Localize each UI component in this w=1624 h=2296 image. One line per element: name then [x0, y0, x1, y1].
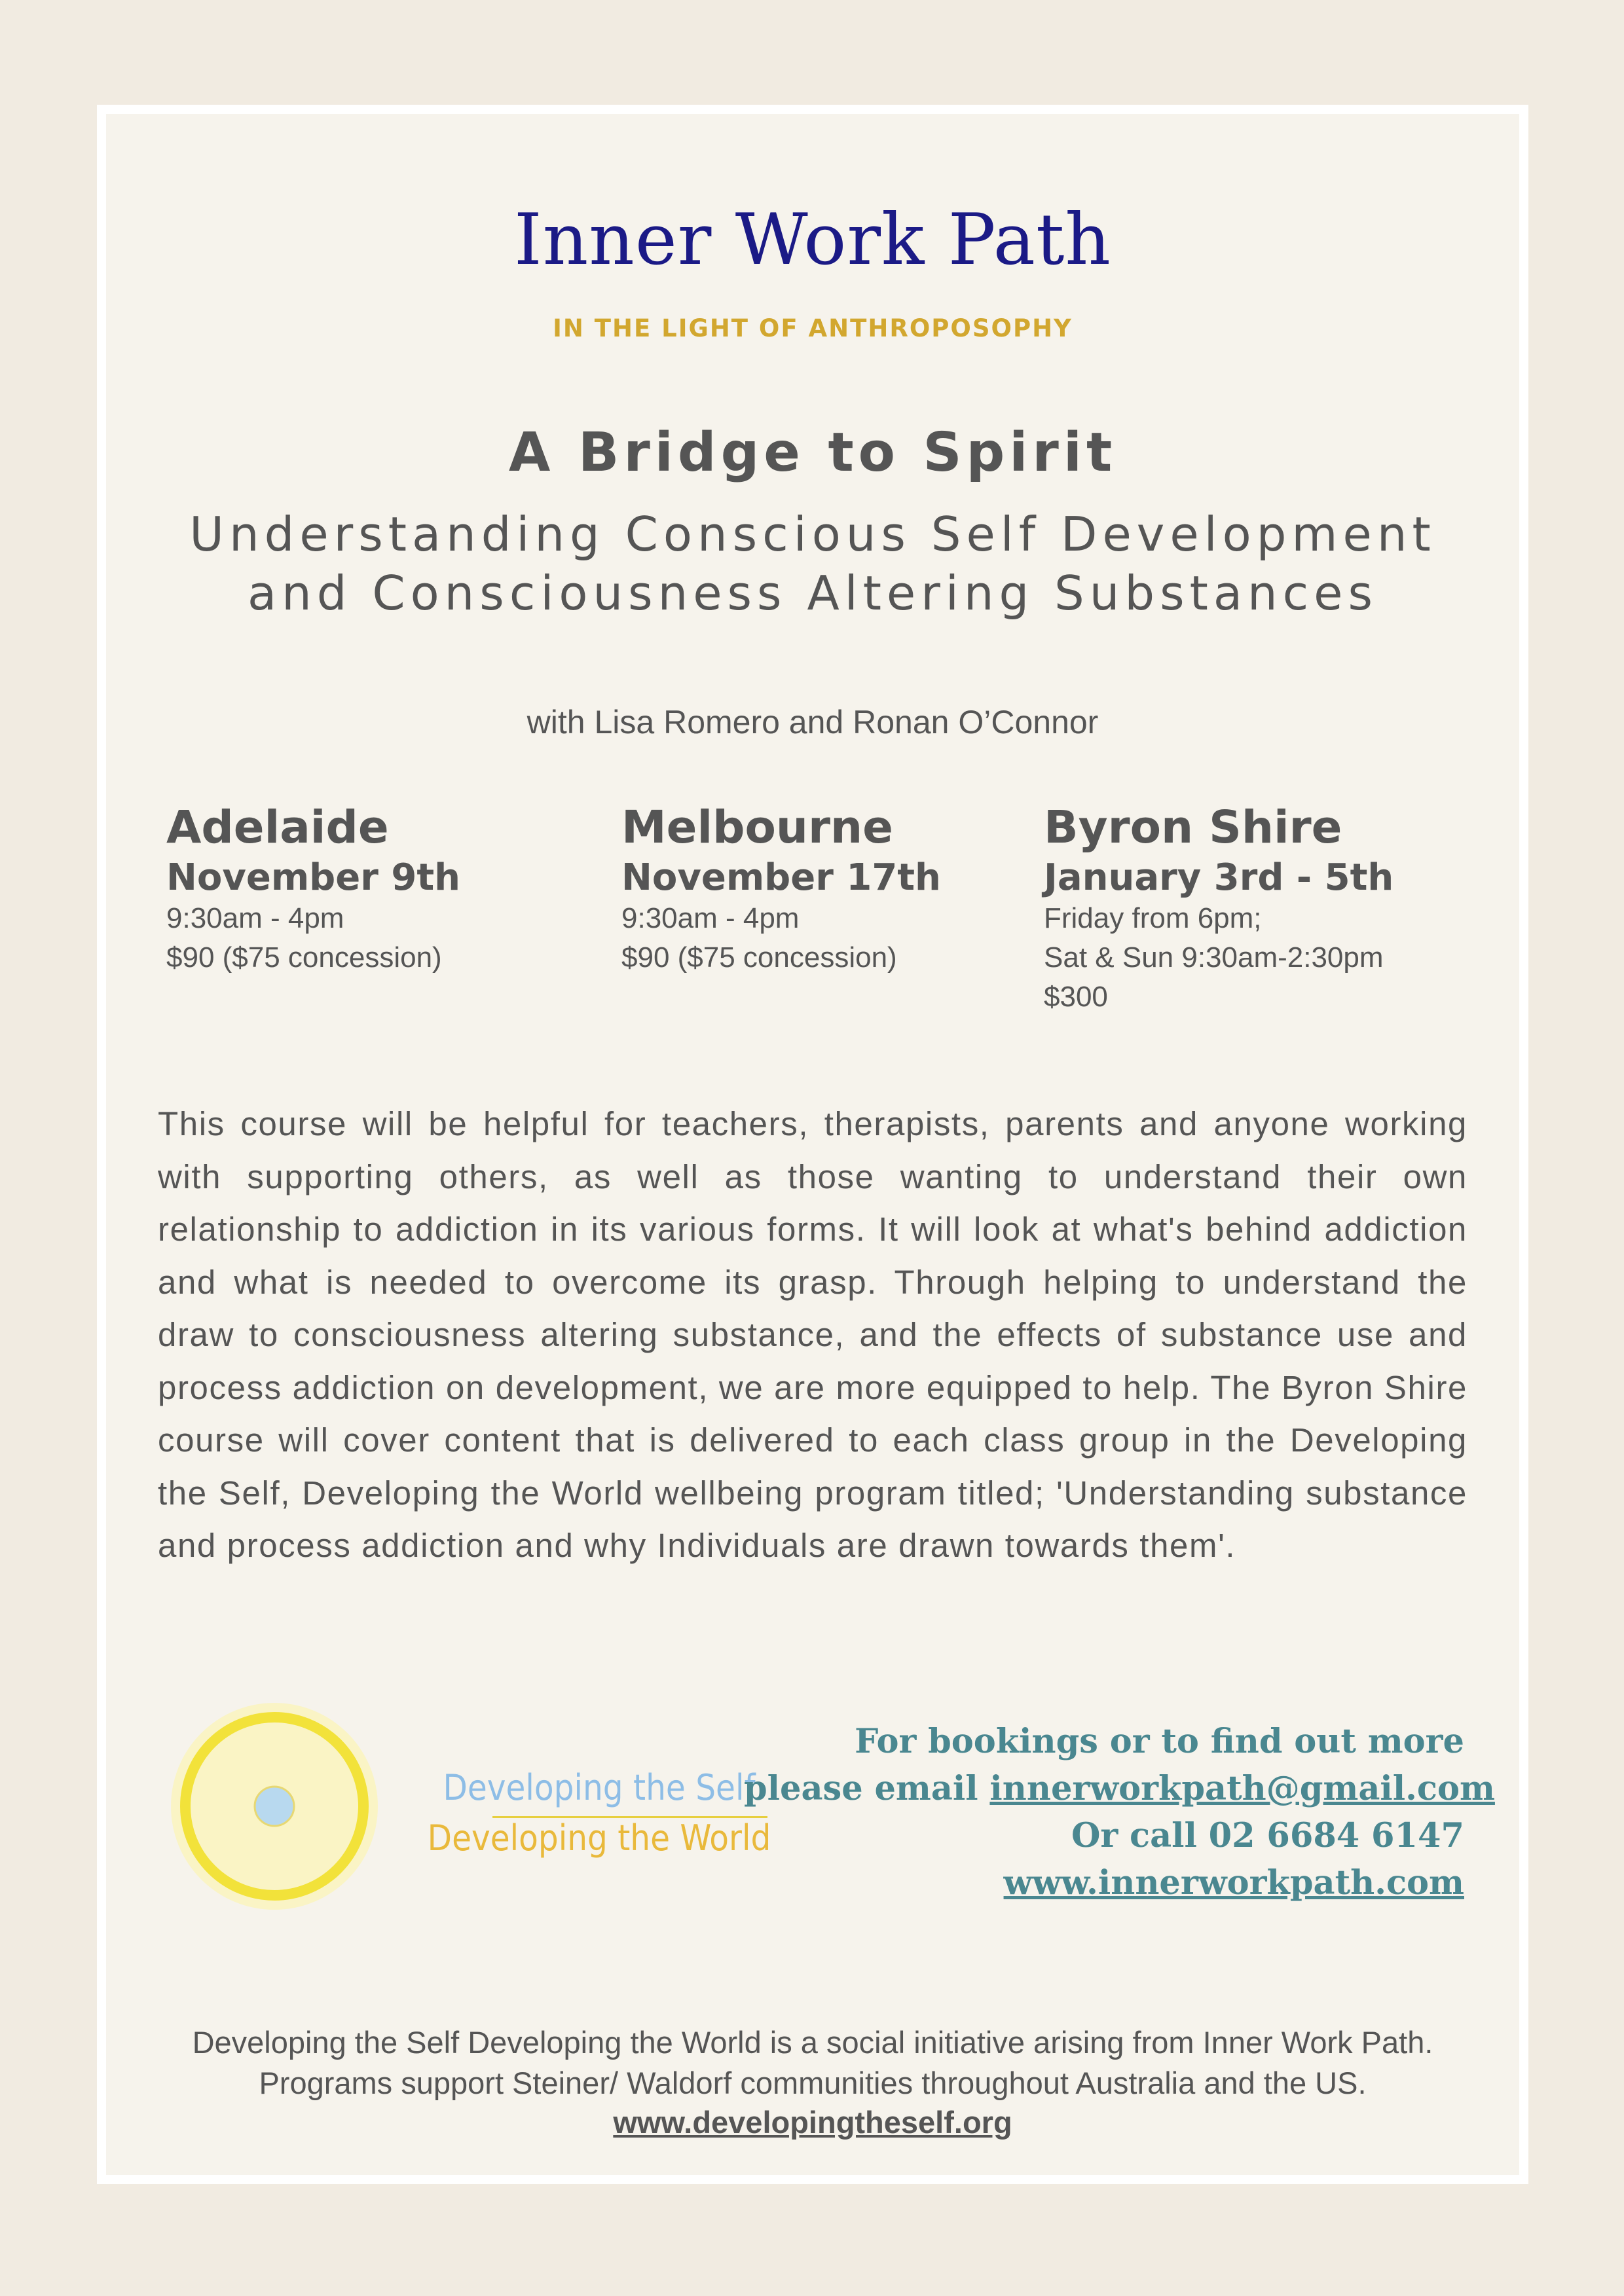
venue-time-weekday: Friday from 6pm;	[1044, 902, 1262, 934]
venue-adelaide	[166, 801, 460, 977]
venue-price: $90 ($75 concession)	[166, 941, 442, 974]
footer-website-link[interactable]: www.developingtheself.org	[613, 2105, 1012, 2140]
brand-title: Inner Work Path	[514, 199, 1111, 281]
footer-line1: Developing the Self Developing the World is a social initiative arising from Inner Work Path.	[192, 2025, 1433, 2060]
event-title: A Bridge to Spirit	[508, 422, 1117, 484]
venue-price: $300	[1044, 981, 1108, 1013]
contact-website-line	[744, 1859, 1464, 1906]
venue-time: 9:30am - 4pm	[621, 902, 800, 934]
venue-date: November 9th	[166, 856, 460, 899]
venue-date: January 3rd - 5th	[1044, 856, 1394, 899]
venue-time: 9:30am - 4pm	[166, 902, 344, 934]
course-description: This course will be helpful for teachers, therapists, parents and anyone working with supporting others, as well as those wanting to understand their own relationship to addiction in its various forms. It will look at what's behind addiction and what is needed to overcome its grasp. Through helping to understand the draw to consciousness altering substance, and the effects of substance use and process addiction on development, we are more equipped to help. The Byron Shire course will cover content that is delivered to each class group in the Developing the Self, Developing the World wellbeing program titled; 'Understanding substance and process addiction and why Individuals are drawn towards them'.	[158, 1105, 1467, 1564]
venue-price: $90 ($75 concession)	[621, 941, 897, 974]
footer-link-line	[106, 2104, 1519, 2140]
contact-heading: For bookings or to find out more	[855, 1722, 1464, 1761]
flyer-frame	[97, 105, 1528, 2184]
logo-text-self: Developing the Self	[443, 1767, 756, 1808]
presenters: with Lisa Romero and Ronan O’Connor	[526, 704, 1099, 740]
venue-time-weekend: Sat & Sun 9:30am-2:30pm	[1044, 941, 1384, 974]
contact-email-link[interactable]: innerworkpath@gmail.com	[989, 1769, 1495, 1808]
venue-city: Adelaide	[166, 801, 389, 854]
venue-city: Byron Shire	[1044, 801, 1342, 854]
venue-melbourne	[621, 801, 941, 977]
developing-the-self-logo-icon	[166, 1698, 382, 1914]
contact-email-prefix: please email	[744, 1769, 990, 1808]
contact-website-link[interactable]: www.innerworkpath.com	[1003, 1863, 1464, 1903]
logo-dot	[255, 1787, 294, 1826]
event-subtitle-line2: and Consciousness Altering Substances	[248, 566, 1378, 621]
footer-line2: Programs support Steiner/ Waldorf communities throughout Australia and the US.	[259, 2066, 1367, 2100]
contact-phone: Or call 02 6684 6147	[1071, 1816, 1464, 1855]
venue-byron-shire	[1044, 801, 1393, 1017]
contact-email-line	[744, 1765, 1495, 1812]
venue-city: Melbourne	[621, 801, 893, 854]
event-subtitle-line1: Understanding Conscious Self Development	[189, 507, 1436, 562]
brand-tagline: IN THE LIGHT OF ANTHROPOSOPHY	[553, 314, 1073, 342]
logo-text-world: Developing the World	[427, 1817, 771, 1859]
venue-date: November 17th	[621, 856, 941, 899]
